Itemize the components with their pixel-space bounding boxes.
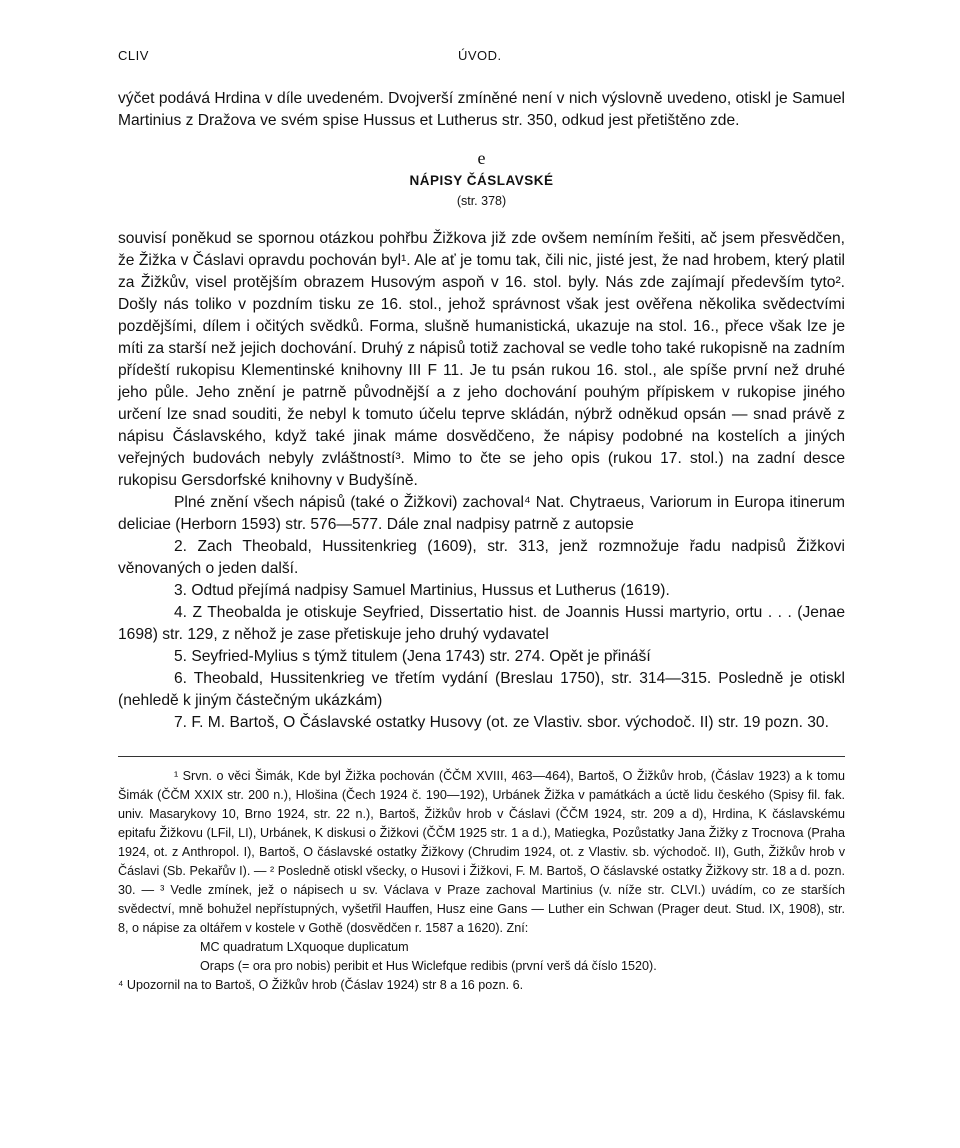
footnotes [118,767,845,995]
footnote-text: ¹ Srvn. o věci Šimák, Kde byl Žižka pochován (ČČM XVIII, 463—464), Bartoš, O Žižkův hrob, (Čáslav 1923) a k tomu Šimák (ČČM XXIX str. 200 n.), Hlošina (Čech 1924 č. 190—192), Urbánek Žižka v památkách a úctě lidu českého (Spisy fil. fak. univ. Masarykovy 10, Brno 1924, str. 22 n.), Bartoš, Žižkův hrob v Čáslavi (ČČM 1924, str. 209 a d), Hrdina, K čáslavskému epitafu Žižkovu (LFil, LI), Urbánek, K diskusi o Žižkovi (ČČM 1925 str. 1 a d.), Matiegka, Pozůstatky Jana Žižky z Trocnova (Praha 1924, ot. z Anthropol. I), Bartoš, O čáslavské ostatky Žižkovy (Chrudim 1924, ot. z Vlastiv. sb. východoč. II), Guth, Žižkův hrob v Čáslavi (Sb. Pekařův I). — ² Posledně otiskl všecky, o Husovi i Žižkovi, F. M. Bartoš, O čáslavské ostatky Žižkovy str. 18 a d. pozn. 30. — ³ Vedle zmínek, jež o nápisech u sv. Václava v Praze zachoval Martinius (v. níže str. CLVI.) uvádím, co ze starších svědectví, mně bohužel nepřístupných, vyšetřil Hauffen, Husz eine Gans — Luther ein Schwan (Prager deut. Stud. IX, 1908), str. 8, o nápise za oltářem v kostele v Gothě (dosvědčen r. 1587 a 1620). Zní: [118,769,845,935]
section-body [118,228,845,734]
list-item: 3. Odtud přejímá nadpisy Samuel Martinius, Hussus et Lutherus (1619). [174,582,670,599]
running-title: ÚVOD. [458,48,502,63]
verse-line: Oraps (= ora pro nobis) peribit et Hus Wiclefque redibis (první verš dá číslo 1520). [200,959,657,973]
main-text [118,88,845,734]
list-item: 4. Z Theobalda je otiskuje Seyfried, Dissertatio hist. de Joannis Hussi martyrio, ortu . . . (Jenae 1698) str. 129, z něhož je zase přetiskuje jeho druhý vydavatel [118,604,845,643]
list-item: 7. F. M. Bartoš, O Čáslavské ostatky Husovy (ot. ze Vlastiv. sbor. východoč. II) str. 19 pozn. 30. [174,714,829,731]
verse-line: MC quadratum LXquoque duplicatum [200,940,409,954]
paragraph: souvisí poněkud se spornou otázkou pohřbu Žižkova již zde ovšem nemíním řešiti, ač jsem přesvědčen, že Žižka v Čáslavi opravdu pochován byl¹. Ale ať je tomu tak, čili nic, jisté jest, že nad hrobem, který platil za Žižkův, visel protějším obrazem Husovým aspoň v 16. stol. byly. Nás zde zajímají především tyto². Došly nás toliko v pozdním tisku ze 16. stol., jehož správnost však jest ověřena několika svědectvími pozdějšími, dílem i očitých svědků. Forma, slušně humanistická, ukazuje na stol. 16., přece však lze je míti za starší než jejich dochování. Druhý z nápisů totiž zachoval se vedle toho také rukopisně na zadním přídeští rukopisu Klementinské knihovny III F 11. Je tu psán rukou 16. stol., ale spíše první než druhé jeho půle. Jeho znění je patrně původnější a z jeho dochování pouhým přípiskem v rukopise jiného určení lze snad souditi, že nebyl k tomuto účelu teprve skládán, nýbrž odněkud opsán — snad právě z nápisu Čáslavského, když také jinak máme dosvědčeno, že nápisy podobné na kostelích a jiných veřejných budovách nebyly zvláštností³. Mimo to čte se jeho opis (rukou 17. stol.) na zadní desce rukopisu Gersdorfské knihovny v Budyšíně. [118,230,845,489]
list-item: 5. Seyfried-Mylius s týmž titulem (Jena 1743) str. 274. Opět je přináší [174,648,651,665]
document-page [118,48,845,995]
list-item: 6. Theobald, Hussitenkrieg ve třetím vydání (Breslau 1750), str. 314—315. Posledně je otiskl (nehledě k jiným částečným ukázkám) [118,670,845,709]
intro-paragraph: výčet podává Hrdina v díle uvedeném. Dvojverší zmíněné není v nich výslovně uvedeno, otiskl je Samuel Martinius z Dražova ve svém spise Hussus et Lutherus str. 350, odkud jest přetištěno zde. [118,90,845,129]
list-item: 2. Zach Theobald, Hussitenkrieg (1609), str. 313, jenž rozmnožuje řadu nadpisů Žižkovi věnovaných o jeden další. [118,538,845,577]
footnote-4: ⁴ Upozornil na to Bartoš, O Žižkův hrob (Čáslav 1924) str 8 a 16 pozn. 6. [118,978,524,992]
section-letter: e [477,148,486,168]
page-number: CLIV [118,48,149,63]
page-header [118,48,845,72]
section-reference: (str. 378) [456,194,507,208]
paragraph: Plné znění všech nápisů (také o Žižkovi) zachoval⁴ Nat. Chytraeus, Variorum in Europa itinerum deliciae (Herborn 1593) str. 576—577. Dále znal nadpisy patrně z autopsie [118,494,845,533]
section-title: NÁPISY ČÁSLAVSKÉ [409,173,554,188]
footnote-divider [118,756,845,757]
